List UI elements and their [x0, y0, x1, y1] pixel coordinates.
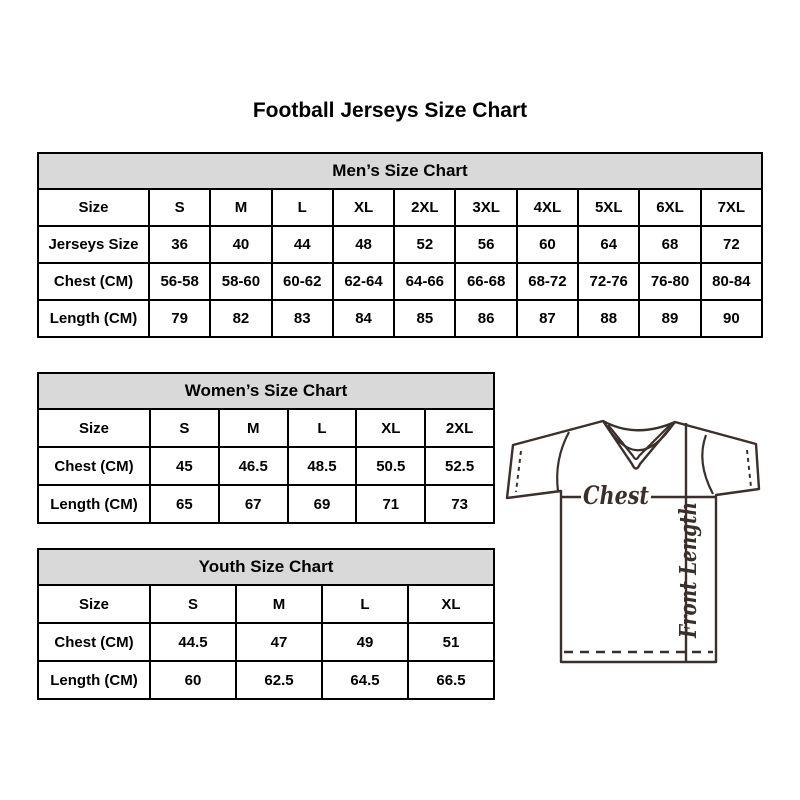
row-label-cell: Size — [38, 189, 149, 226]
value-cell: 85 — [394, 300, 455, 337]
value-cell: 89 — [639, 300, 700, 337]
value-cell: 68-72 — [517, 263, 578, 300]
table-header-row — [38, 153, 762, 189]
value-cell: 67 — [219, 485, 288, 523]
table-row — [38, 447, 494, 485]
value-cell: S — [150, 409, 219, 447]
row-label-cell: Chest (CM) — [38, 447, 150, 485]
value-cell: 49 — [322, 623, 408, 661]
value-cell: 44.5 — [150, 623, 236, 661]
value-cell: 7XL — [701, 189, 762, 226]
value-cell: 50.5 — [356, 447, 425, 485]
value-cell: 82 — [210, 300, 271, 337]
table-row — [38, 300, 762, 337]
value-cell: 51 — [408, 623, 494, 661]
table-row — [38, 409, 494, 447]
value-cell: 52.5 — [425, 447, 494, 485]
value-cell: 2XL — [394, 189, 455, 226]
table-row — [38, 623, 494, 661]
table-row — [38, 585, 494, 623]
value-cell: 60 — [517, 226, 578, 263]
value-cell: 72 — [701, 226, 762, 263]
youth-table-title: Youth Size Chart — [38, 549, 494, 585]
womens-table-title: Women’s Size Chart — [38, 373, 494, 409]
value-cell: 66.5 — [408, 661, 494, 699]
value-cell: 47 — [236, 623, 322, 661]
value-cell: 62-64 — [333, 263, 394, 300]
value-cell: 3XL — [455, 189, 516, 226]
value-cell: 71 — [356, 485, 425, 523]
value-cell: 46.5 — [219, 447, 288, 485]
value-cell: 69 — [288, 485, 357, 523]
jersey-measurement-diagram — [500, 400, 780, 680]
value-cell: 88 — [578, 300, 639, 337]
value-cell: 60 — [150, 661, 236, 699]
value-cell: M — [236, 585, 322, 623]
value-cell: 86 — [455, 300, 516, 337]
value-cell: 65 — [150, 485, 219, 523]
page-title: Football Jerseys Size Chart — [252, 99, 528, 122]
row-label-cell: Length (CM) — [38, 300, 149, 337]
value-cell: 79 — [149, 300, 210, 337]
value-cell: 44 — [272, 226, 333, 263]
row-label-cell: Size — [38, 585, 150, 623]
value-cell: 84 — [333, 300, 394, 337]
value-cell: 87 — [517, 300, 578, 337]
value-cell: 83 — [272, 300, 333, 337]
mens-size-table — [37, 152, 763, 338]
table-row — [38, 661, 494, 699]
value-cell: 62.5 — [236, 661, 322, 699]
table-row — [38, 485, 494, 523]
value-cell: 48 — [333, 226, 394, 263]
value-cell: M — [210, 189, 271, 226]
value-cell: 56 — [455, 226, 516, 263]
row-label-cell: Chest (CM) — [38, 623, 150, 661]
value-cell: XL — [408, 585, 494, 623]
value-cell: 76-80 — [639, 263, 700, 300]
row-label-cell: Size — [38, 409, 150, 447]
jersey-illustration — [500, 400, 780, 680]
value-cell: XL — [333, 189, 394, 226]
table-row — [38, 189, 762, 226]
value-cell: 68 — [639, 226, 700, 263]
value-cell: S — [150, 585, 236, 623]
value-cell: 6XL — [639, 189, 700, 226]
womens-size-table — [37, 372, 495, 524]
youth-size-table — [37, 548, 495, 700]
value-cell: L — [272, 189, 333, 226]
value-cell: 80-84 — [701, 263, 762, 300]
value-cell: L — [322, 585, 408, 623]
value-cell: 64.5 — [322, 661, 408, 699]
value-cell: 73 — [425, 485, 494, 523]
table-header-row — [38, 373, 494, 409]
value-cell: XL — [356, 409, 425, 447]
value-cell: 58-60 — [210, 263, 271, 300]
table-row — [38, 263, 762, 300]
value-cell: 48.5 — [288, 447, 357, 485]
value-cell: 64-66 — [394, 263, 455, 300]
value-cell: 45 — [150, 447, 219, 485]
table-header-row — [38, 549, 494, 585]
value-cell: 56-58 — [149, 263, 210, 300]
value-cell: M — [219, 409, 288, 447]
row-label-cell: Jerseys Size — [38, 226, 149, 263]
value-cell: 64 — [578, 226, 639, 263]
value-cell: S — [149, 189, 210, 226]
chest-label: Chest — [583, 481, 650, 510]
table-row — [38, 226, 762, 263]
value-cell: 60-62 — [272, 263, 333, 300]
value-cell: 66-68 — [455, 263, 516, 300]
value-cell: L — [288, 409, 357, 447]
row-label-cell: Length (CM) — [38, 485, 150, 523]
value-cell: 90 — [701, 300, 762, 337]
row-label-cell: Length (CM) — [38, 661, 150, 699]
value-cell: 72-76 — [578, 263, 639, 300]
value-cell: 5XL — [578, 189, 639, 226]
value-cell: 40 — [210, 226, 271, 263]
value-cell: 4XL — [517, 189, 578, 226]
value-cell: 52 — [394, 226, 455, 263]
mens-table-title: Men’s Size Chart — [38, 153, 762, 189]
value-cell: 2XL — [425, 409, 494, 447]
row-label-cell: Chest (CM) — [38, 263, 149, 300]
front-length-label: Front Length — [675, 468, 702, 638]
value-cell: 36 — [149, 226, 210, 263]
